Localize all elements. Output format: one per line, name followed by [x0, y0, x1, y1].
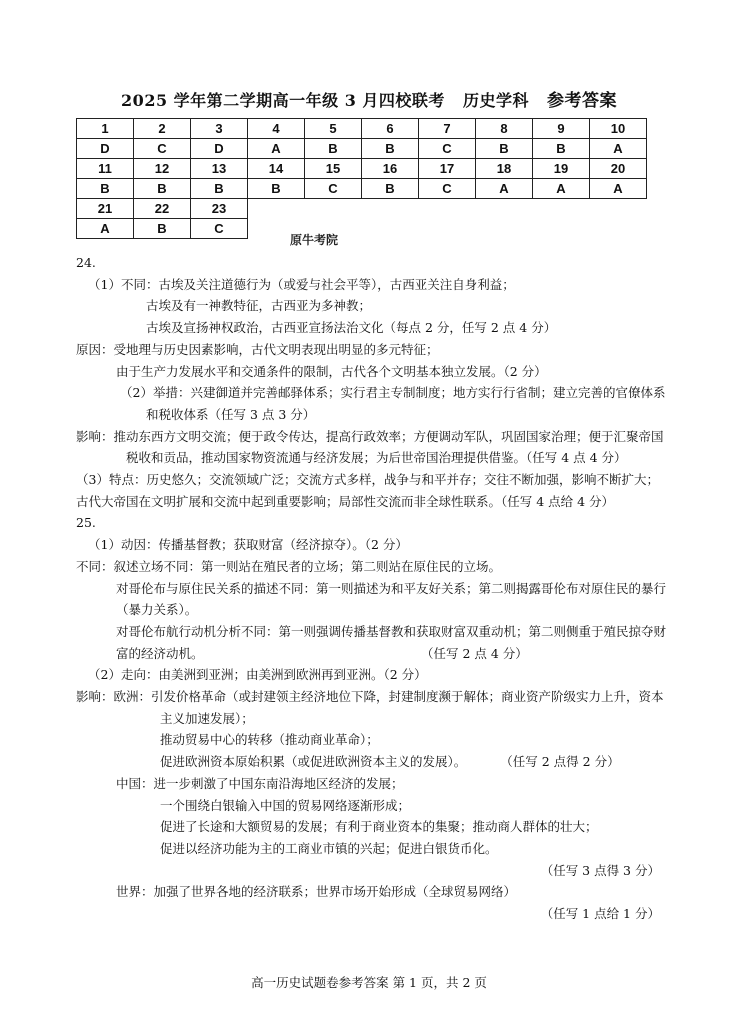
q25-part2-china-4: 促进以经济功能为主的工商业市镇的兴起；促进白银货币化。 — [160, 841, 498, 856]
answer-row-answers — [77, 179, 647, 199]
q-number: 15 — [305, 159, 362, 179]
q-answer: C — [134, 139, 191, 159]
answer-row-answers — [77, 219, 647, 239]
q-answer: A — [533, 179, 590, 199]
q25-part2-china: 中国：进一步刺激了中国东南沿海地区经济的发展； — [116, 775, 404, 791]
q-number: 19 — [533, 159, 590, 179]
q24-part1-reason: 原因：受地理与历史因素影响，古代文明表现出明显的多元特征； — [76, 341, 439, 357]
q-number: 6 — [362, 119, 419, 139]
q25-part2-china-score: （任写 3 点得 3 分） — [540, 862, 660, 878]
q-answer: A — [77, 219, 134, 239]
q24-part1-difference: （1）不同：古埃及关注道德行为（或爱与社会平等），古西亚关注自身利益； — [88, 276, 515, 292]
q-answer: B — [134, 179, 191, 199]
q-number: 21 — [77, 199, 134, 219]
q25-part2-china-2: 一个围绕白银输入中国的贸易网络逐渐形成； — [160, 797, 411, 813]
q-answer: C — [191, 219, 248, 239]
q25-part1-difference: 不同：叙述立场不同：第一则站在殖民者的立场；第二则站在原住民的立场。 — [76, 558, 502, 574]
q-answer: C — [419, 179, 476, 199]
q25-part1-score: （任写 2 点 4 分） — [421, 645, 528, 661]
q-number: 13 — [191, 159, 248, 179]
q25-part2-europe: 影响：欧洲：引发价格革命（或封建领主经济地位下降，封建制度濒于解体；商业资产阶级实力上升，资本主义加速发展）； — [76, 689, 664, 726]
q25-part2-europe-3 — [76, 751, 666, 773]
q-number: 7 — [419, 119, 476, 139]
q-number: 22 — [134, 199, 191, 219]
q25-part1-difference-2: 对哥伦布与原住民关系的描述不同：第一则描述为和平友好关系；第二则揭露哥伦布对原住民的暴行（暴力关系）。 — [116, 580, 667, 618]
q-answer: B — [476, 139, 533, 159]
q-number: 17 — [419, 159, 476, 179]
answer-row-numbers — [77, 159, 647, 179]
q-answer: B — [362, 179, 419, 199]
answer-row-numbers — [77, 119, 647, 139]
q-number: 11 — [77, 159, 134, 179]
q-answer: C — [305, 179, 362, 199]
q-number: 8 — [476, 119, 533, 139]
watermark-text: 原牛考院 — [290, 233, 339, 247]
q25-part2-direction: （2）走向：由美洲到亚洲；由美洲到欧洲再到亚洲。（2 分） — [88, 667, 427, 683]
q-number: 10 — [590, 119, 647, 139]
q25-part2-europe-score: （任写 2 点得 2 分） — [500, 754, 620, 770]
q-answer: B — [362, 139, 419, 159]
page-title — [0, 86, 738, 111]
answer-row-numbers — [77, 199, 647, 219]
q24-part2-impact: 影响：推动东西方文明交流；便于政令传达，提高行政效率；方便调动军队，巩固国家治理；便于汇聚帝国税收和贡品，推动国家物资流通与经济发展；为后世帝国治理提供借鉴。（任写 4 点 4 分） — [76, 428, 664, 466]
q-answer: D — [191, 139, 248, 159]
question-25-number: 25. — [76, 515, 96, 531]
answer-content — [76, 252, 666, 925]
q25-part2-world-score: （任写 1 点给 1 分） — [540, 906, 660, 922]
q-number: 5 — [305, 119, 362, 139]
q25-part2-china-3: 促进了长途和大额贸易的发展；有利于商业资本的集聚；推动商人群体的壮大； — [160, 819, 598, 835]
q-number: 9 — [533, 119, 590, 139]
title-main: 2025 学年第二学期高一年级 3 月四校联考 — [121, 91, 445, 110]
q-answer: A — [248, 139, 305, 159]
q25-part2-europe-3-text: 促进欧洲资本原始积累（或促进欧洲资本主义的发展）。 — [160, 754, 467, 770]
answer-table — [76, 118, 647, 239]
q-answer: A — [590, 139, 647, 159]
q-number: 14 — [248, 159, 305, 179]
q24-part1-difference-2: 古埃及有一神教特征，古西亚为多神教； — [146, 298, 372, 314]
q-answer: B — [77, 179, 134, 199]
q-answer: A — [590, 179, 647, 199]
q25-part2-world: 世界：加强了世界各地的经济联系；世界市场开始形成（全球贸易网络） — [116, 884, 517, 900]
q-answer: D — [77, 139, 134, 159]
q-answer: A — [476, 179, 533, 199]
q24-part1-difference-3: 古埃及宣扬神权政治，古西亚宣扬法治文化（每点 2 分，任写 2 点 4 分） — [146, 320, 557, 336]
q-answer: C — [419, 139, 476, 159]
q-number: 20 — [590, 159, 647, 179]
q-number: 1 — [77, 119, 134, 139]
page-footer: 高一历史试题卷参考答案 第 1 页，共 2 页 — [251, 975, 487, 990]
q24-part2-measures: （2）举措：兴建御道并完善邮驿体系；实行君主专制制度；地方实行行省制；建立完善的官僚体系和税收体系（任写 3 点 3 分） — [120, 385, 666, 422]
q-number: 12 — [134, 159, 191, 179]
q-number: 23 — [191, 199, 248, 219]
q-number: 16 — [362, 159, 419, 179]
q24-part3-features: （3）特点：历史悠久；交流领域广泛；交流方式多样，战争与和平并存；交往不断加强，影响不断扩大；古代大帝国在文明扩展和交流中起到重要影响；局部性交流而非全球性联系。（任写 4 点给 4 分） — [76, 472, 659, 509]
q25-part1-difference-3: 对哥伦布航行动机分析不同：第一则强调传播基督教和获取财富双重动机；第二则侧重于殖民掠夺财富的经济动机。 — [116, 623, 667, 661]
question-24-number: 24. — [76, 255, 96, 270]
q-answer: B — [305, 139, 362, 159]
q-number: 2 — [134, 119, 191, 139]
q-number: 18 — [476, 159, 533, 179]
q25-part1-motive: （1）动因：传播基督教；获取财富（经济掠夺）。（2 分） — [88, 537, 408, 553]
q-number: 3 — [191, 119, 248, 139]
q-answer: B — [191, 179, 248, 199]
q25-part2-europe-2: 推动贸易中心的转移（推动商业革命）； — [160, 732, 379, 748]
title-subject: 历史学科 — [462, 91, 529, 110]
q-answer: B — [248, 179, 305, 199]
answer-row-answers — [77, 139, 647, 159]
q-answer: B — [134, 219, 191, 239]
q-answer: B — [533, 139, 590, 159]
q24-part1-reason-2: 由于生产力发展水平和交通条件的限制，古代各个文明基本独立发展。（2 分） — [116, 363, 547, 379]
q-number: 4 — [248, 119, 305, 139]
title-answer: 参考答案 — [546, 91, 617, 111]
